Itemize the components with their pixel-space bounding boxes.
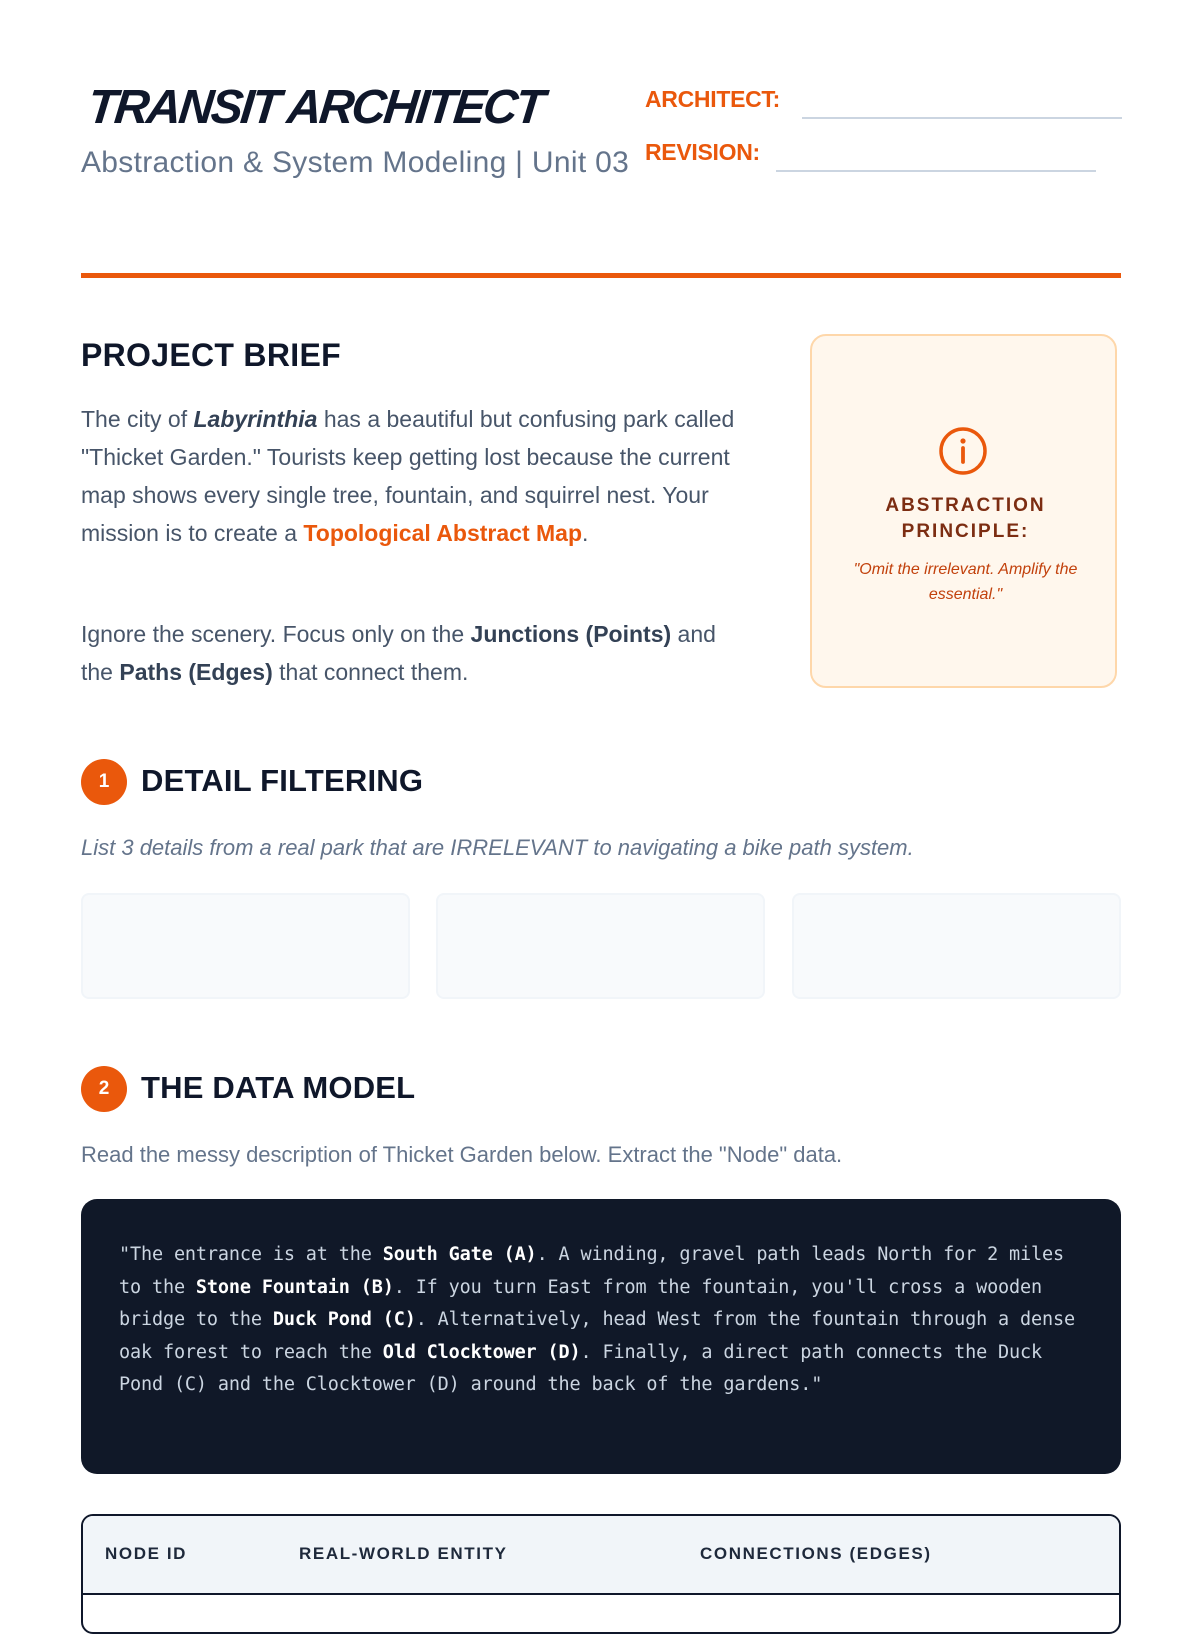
description-text: . A winding, gravel path leads North for 2 miles to the xyxy=(119,1244,1064,1298)
brief-text: . xyxy=(582,520,589,546)
brief-text: has a beautiful but confusing park called "Thicket Garden." Tourists keep getting lost because the current map shows every single tree, fountain, and squirrel nest. Your mission is to create a xyxy=(81,406,735,546)
brief-term-junctions: Junctions (Points) xyxy=(470,621,672,647)
page-subtitle: Abstraction & System Modeling | Unit 03 xyxy=(81,146,630,179)
column-header-connections: CONNECTIONS (EDGES) xyxy=(700,1544,932,1563)
column-header-entity: REAL-WORLD ENTITY xyxy=(299,1544,508,1563)
principle-title: ABSTRACTION PRINCIPLE: xyxy=(885,495,1046,542)
city-name: Labyrinthia xyxy=(193,406,318,432)
detail-filtering-instruction: List 3 details from a real park that are IRRELEVANT to navigating a bike path system. xyxy=(81,835,914,860)
irrelevant-detail-input-3[interactable] xyxy=(792,893,1121,999)
description-text: . If you turn East from the fountain, you'll cross a wooden bridge to the xyxy=(119,1276,1043,1331)
park-description-block xyxy=(81,1199,1121,1474)
brief-text: The city of xyxy=(81,406,194,432)
section-number-badge: 2 xyxy=(81,1066,127,1112)
brief-term-paths: Paths (Edges) xyxy=(119,659,273,685)
worksheet-page xyxy=(81,0,1121,1563)
brief-text: and the xyxy=(81,621,716,685)
node-stone-fountain: Stone Fountain (B) xyxy=(195,1276,394,1298)
architect-label: ARCHITECT: xyxy=(645,86,780,112)
section-title: DETAIL FILTERING xyxy=(141,763,424,798)
irrelevant-detail-input-2[interactable] xyxy=(436,893,765,999)
section-number-badge: 1 xyxy=(81,759,127,805)
brief-heading: PROJECT BRIEF xyxy=(81,337,341,373)
page-title: TRANSIT ARCHITECT xyxy=(85,81,546,134)
principle-quote: "Omit the irrelevant. Amplify the essential." xyxy=(853,561,1078,603)
abstraction-principle-callout xyxy=(810,334,1117,688)
brief-paragraph-1 xyxy=(81,400,741,552)
header xyxy=(81,0,1121,282)
column-header-node-id: NODE ID xyxy=(105,1544,188,1563)
revision-field[interactable] xyxy=(776,170,1096,172)
node-duck-pond: Duck Pond (C) xyxy=(272,1309,416,1331)
table-header-row xyxy=(83,1516,1119,1595)
header-divider xyxy=(81,273,1121,278)
brief-paragraph-2 xyxy=(81,615,741,691)
data-model-instruction: Read the messy description of Thicket Garden below. Extract the "Node" data. xyxy=(81,1142,843,1167)
node-table xyxy=(81,1514,1121,1634)
info-icon xyxy=(938,426,988,476)
brief-text: Ignore the scenery. Focus only on the xyxy=(81,621,471,647)
description-text: "The entrance is at the xyxy=(119,1244,383,1265)
architect-field[interactable] xyxy=(802,117,1122,119)
node-old-clocktower: Old Clocktower (D) xyxy=(382,1341,581,1363)
brief-highlight: Topological Abstract Map xyxy=(303,520,582,546)
node-south-gate: South Gate (A) xyxy=(382,1244,537,1265)
revision-label: REVISION: xyxy=(645,139,760,165)
irrelevant-detail-input-1[interactable] xyxy=(81,893,410,999)
description-text: . Finally, a direct path connects the Duck Pond (C) and the Clocktower (D) around the back of the gardens." xyxy=(119,1341,1043,1396)
brief-text: that connect them. xyxy=(272,659,469,685)
section-title: THE DATA MODEL xyxy=(141,1070,416,1105)
description-text: . Alternatively, head West from the fountain through a dense oak forest to reach the xyxy=(119,1309,1075,1363)
